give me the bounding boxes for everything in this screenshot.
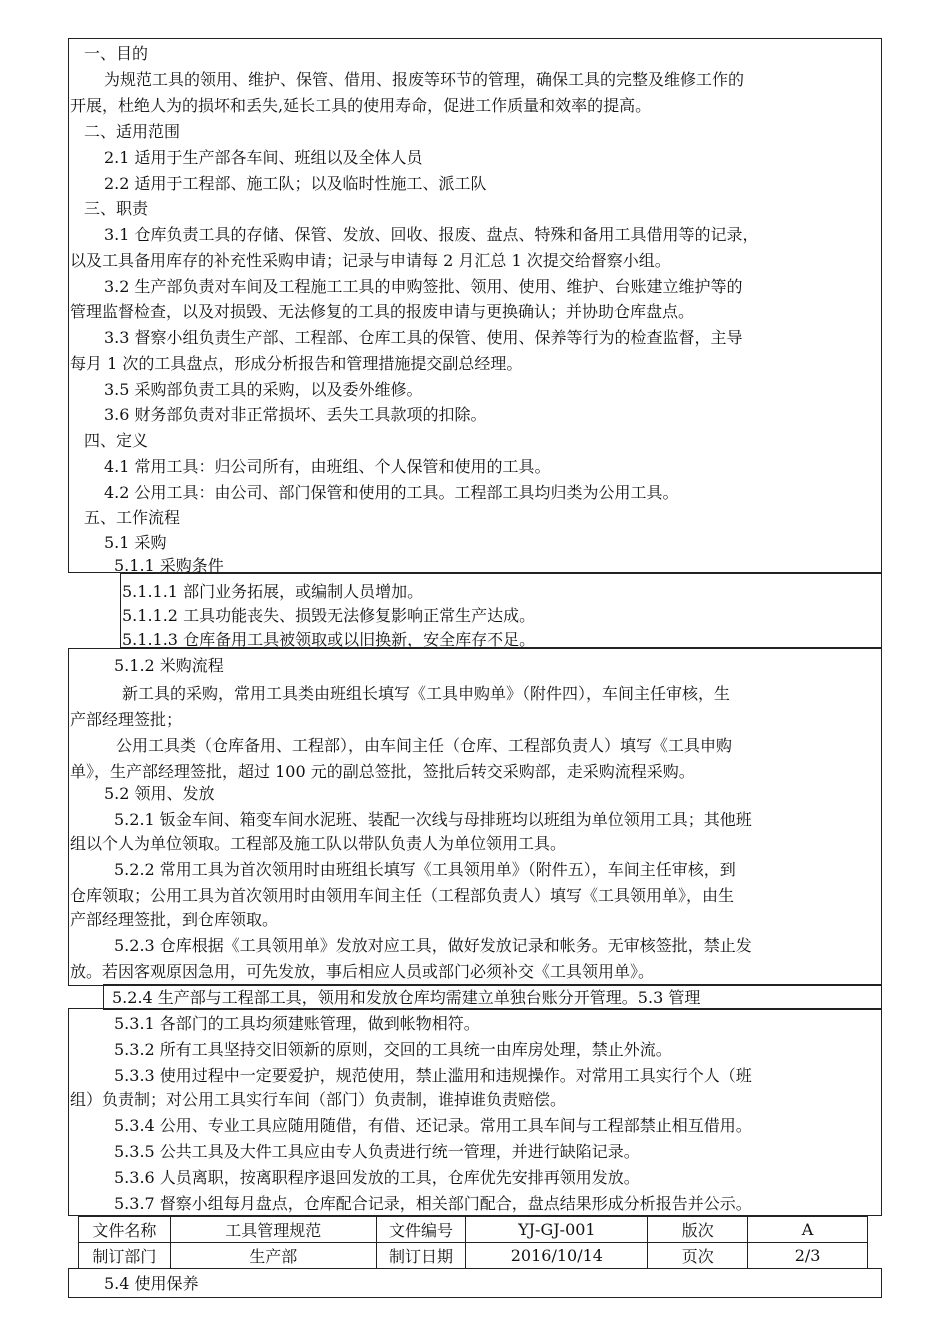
text-line: 5.3.2 所有工具坚持交旧领新的原则，交回的工具统一由库房处理，禁止外流。: [114, 1040, 672, 1059]
text-line: 3.6 财务部负责对非正常损坏、丢失工具款项的扣除。: [104, 405, 487, 424]
date-label: 制订日期: [376, 1243, 466, 1269]
file-number-label: 文件编号: [376, 1217, 466, 1243]
table-row: [79, 1217, 868, 1243]
text-line: 每月 1 次的工具盘点，形成分析报告和管理措施提交副总经理。: [70, 354, 523, 373]
text-line: 5.2.4 生产部与工程部工具，领用和发放仓库均需建立单独台账分开管理。5.3 管理: [112, 988, 701, 1007]
department-label: 制订部门: [79, 1243, 171, 1269]
text-line: 为规范工具的领用、维护、保管、借用、报废等环节的管理，确保工具的完整及维修工作的: [104, 70, 745, 89]
table-row: [79, 1243, 868, 1269]
date-value: 2016/10/14: [466, 1243, 648, 1269]
text-line: 五、工作流程: [84, 508, 181, 527]
text-line: 以及工具备用库存的补充性采购申请；记录与申请每 2 月汇总 1 次提交给督察小组。: [70, 251, 671, 270]
text-line: 四、定义: [84, 431, 149, 450]
text-line: 二、适用范围: [84, 122, 181, 141]
text-line: 5.1.2 米购流程: [114, 656, 224, 675]
text-line: 新工具的采购，常用工具类由班组长填写《工具申购单》（附件四），车间主任审核，生: [122, 684, 731, 703]
text-line: 5.4 使用保养: [104, 1274, 199, 1293]
text-line: 3.3 督察小组负责生产部、工程部、仓库工具的保管、使用、保养等行为的检查监督，主导: [104, 328, 743, 347]
department-value: 生产部: [170, 1243, 376, 1269]
text-line: 一、目的: [84, 44, 149, 63]
text-line: 5.2.1 钣金车间、箱变车间水泥班、装配一次线与母排班均以班组为单位领用工具；其他班: [114, 810, 752, 829]
text-line: 5.3.4 公用、专业工具应随用随借，有借、还记录。常用工具车间与工程部禁止相互借用。: [114, 1116, 752, 1135]
text-line: 5.2 领用、发放: [104, 784, 215, 803]
text-line: 产部经理签批；: [70, 710, 183, 729]
page-label: 页次: [648, 1243, 748, 1269]
text-line: 5.3.1 各部门的工具均须建账管理，做到帐物相符。: [114, 1014, 480, 1033]
text-line: 2.2 适用于工程部、施工队；以及临时性施工、派工队: [104, 174, 487, 193]
text-line: 5.2.3 仓库根据《工具领用单》发放对应工具，做好发放记录和帐务。无审核签批，禁止发: [114, 936, 752, 955]
text-line: 组）负责制；对公用工具实行车间（部门）负责制，谁掉谁负责赔偿。: [70, 1090, 567, 1109]
version-label: 版次: [648, 1217, 748, 1243]
text-line: 公用工具类（仓库备用、工程部），由车间主任（仓库、工程部负责人）填写《工具申购: [116, 736, 733, 755]
text-line: 4.1 常用工具：归公司所有，由班组、个人保管和使用的工具。: [104, 457, 551, 476]
text-line: 放。若因客观原因急用，可先发放，事后相应人员或部门必须补交《工具领用单》。: [70, 962, 655, 981]
text-line: 5.1.1.3 仓库备用工具被领取或以旧换新，安全库存不足。: [122, 630, 536, 649]
text-line: 开展，杜绝人为的损坏和丢失,延长工具的使用寿命，促进工作质量和效率的提高。: [70, 96, 652, 115]
text-line: 3.1 仓库负责工具的存储、保管、发放、回收、报废、盘点、特殊和备用工具借用等的记录，: [104, 225, 759, 244]
version-value: A: [748, 1217, 868, 1243]
text-line: 5.1.1.2 工具功能丧失、损毁无法修复影响正常生产达成。: [122, 606, 536, 625]
document-info-table: [78, 1216, 868, 1269]
text-line: 3.5 采购部负责工具的采购，以及委外维修。: [104, 380, 423, 399]
text-line: 5.1 采购: [104, 533, 167, 552]
text-line: 2.1 适用于生产部各车间、班组以及全体人员: [104, 148, 423, 167]
text-line: 5.1.1.1 部门业务拓展，或编制人员增加。: [122, 582, 424, 601]
text-line: 管理监督检查，以及对损毁、无法修复的工具的报废申请与更换确认；并协助仓库盘点。: [70, 302, 695, 321]
text-line: 5.3.6 人员离职，按离职程序退回发放的工具，仓库优先安排再领用发放。: [114, 1168, 640, 1187]
text-line: 单》，生产部经理签批，超过 100 元的副总签批，签批后转交采购部，走采购流程采购。: [70, 762, 695, 781]
text-line: 仓库领取；公用工具为首次领用时由领用车间主任（工程部负责人）填写《工具领用单》，由生: [70, 886, 735, 905]
text-line: 三、职责: [84, 199, 149, 218]
text-line: 产部经理签批，到仓库领取。: [70, 910, 279, 929]
file-number-value: YJ-GJ-001: [466, 1217, 648, 1243]
text-line: 5.1.1 采购条件: [114, 556, 224, 575]
text-line: 3.2 生产部负责对车间及工程施工工具的申购签批、领用、使用、维护、台账建立维护等的: [104, 277, 743, 296]
text-line: 5.2.2 常用工具为首次领用时由班组长填写《工具领用单》（附件五），车间主任审核，到: [114, 860, 736, 879]
text-line: 5.3.7 督察小组每月盘点，仓库配合记录，相关部门配合，盘点结果形成分析报告并公示。: [114, 1194, 752, 1213]
text-line: 4.2 公用工具：由公司、部门保管和使用的工具。工程部工具均归类为公用工具。: [104, 483, 679, 502]
text-line: 5.3.3 使用过程中一定要爱护，规范使用，禁止滥用和违规操作。对常用工具实行个人（班: [114, 1066, 752, 1085]
text-line: 组以个人为单位领取。工程部及施工队以带队负责人为单位领用工具。: [70, 834, 567, 853]
file-name-value: 工具管理规范: [170, 1217, 376, 1243]
text-line: 5.3.5 公共工具及大件工具应由专人负责进行统一管理，并进行缺陷记录。: [114, 1142, 640, 1161]
page-value: 2/3: [748, 1243, 868, 1269]
file-name-label: 文件名称: [79, 1217, 171, 1243]
